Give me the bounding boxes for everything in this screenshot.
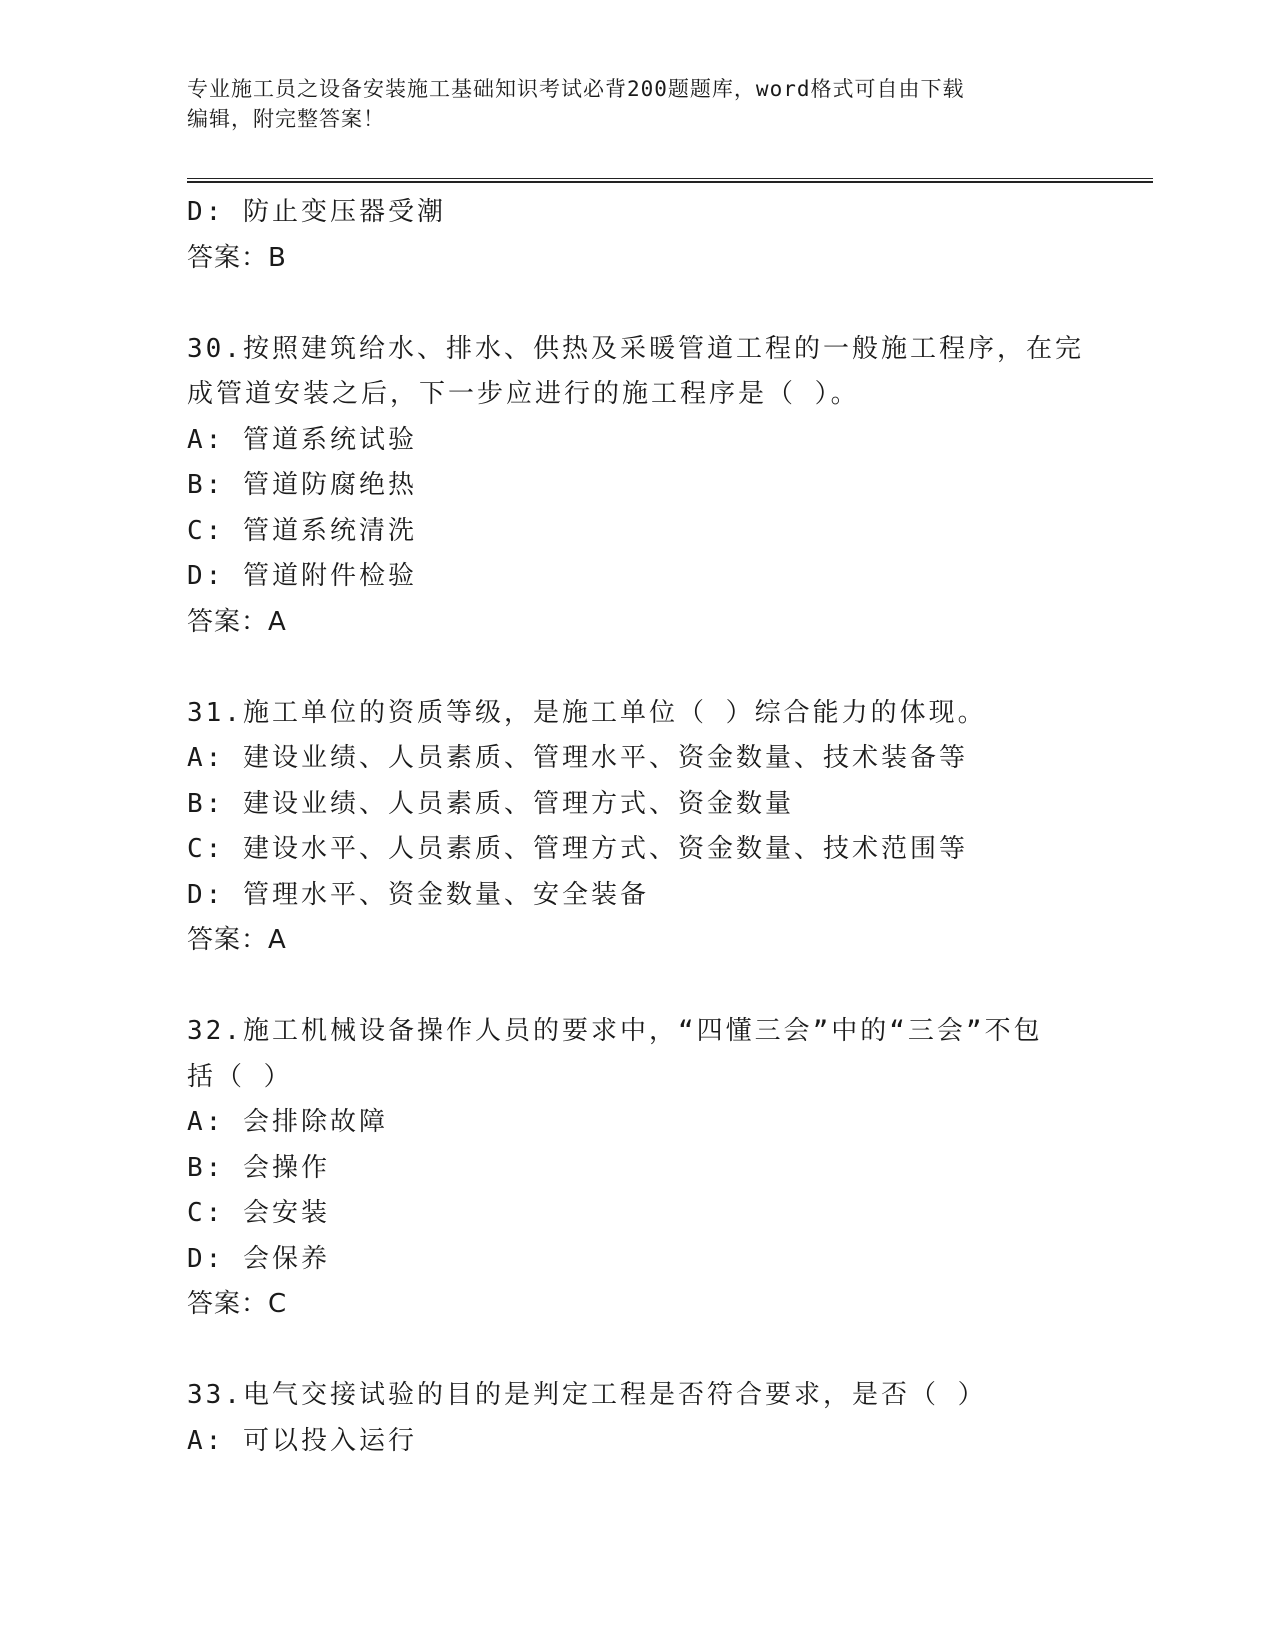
question-stem: 括（ ） <box>187 1061 293 1092</box>
question-29-tail <box>187 190 1087 281</box>
question-30 <box>187 327 1087 646</box>
header-line-2: 编辑，附完整答案！ <box>187 107 385 131</box>
question-31 <box>187 691 1087 964</box>
option-c: C: 管道系统清洗 <box>187 515 417 546</box>
spacer <box>187 964 1087 1010</box>
spacer <box>187 281 1087 327</box>
question-stem: 30.按照建筑给水、排水、供热及采暖管道工程的一般施工程序，在完 <box>187 333 1084 364</box>
option-b: B: 管道防腐绝热 <box>187 470 417 500</box>
answer: 答案：A <box>187 925 287 955</box>
option-c: C: 会安装 <box>187 1198 330 1228</box>
option-d: D: 管道附件检验 <box>187 561 417 591</box>
question-stem: 31.施工单位的资质等级，是施工单位（ ）综合能力的体现。 <box>187 697 987 728</box>
option-d: D: 管理水平、资金数量、安全装备 <box>187 879 649 910</box>
answer: 答案：B <box>187 242 287 273</box>
header-line-1: 专业施工员之设备安装施工基础知识考试必背200题题库，word格式可自由下载 <box>187 77 965 101</box>
question-stem: 33.电气交接试验的目的是判定工程是否符合要求，是否（ ） <box>187 1380 987 1410</box>
option-b: B: 建设业绩、人员素质、管理方式、资金数量 <box>187 788 794 819</box>
header-divider <box>187 178 1153 183</box>
option-a: A: 管道系统试验 <box>187 424 417 455</box>
spacer <box>187 645 1087 691</box>
option-b: B: 会操作 <box>187 1152 330 1183</box>
option-a: A: 建设业绩、人员素质、管理水平、资金数量、技术装备等 <box>187 743 968 773</box>
option-a: A: 会排除故障 <box>187 1107 388 1137</box>
question-stem: 32.施工机械设备操作人员的要求中，“四懂三会”中的“三会”不包 <box>187 1016 1043 1046</box>
document-body <box>187 190 1087 1464</box>
option-c: C: 建设水平、人员素质、管理方式、资金数量、技术范围等 <box>187 834 968 864</box>
page-header <box>187 74 1087 134</box>
question-stem: 成管道安装之后，下一步应进行的施工程序是（ ）。 <box>187 379 860 409</box>
answer: 答案：C <box>187 1289 288 1319</box>
question-33 <box>187 1373 1087 1464</box>
option-d: D: 防止变压器受潮 <box>187 197 446 227</box>
spacer <box>187 1328 1087 1374</box>
question-32 <box>187 1009 1087 1328</box>
option-a: A: 可以投入运行 <box>187 1425 417 1456</box>
option-d: D: 会保养 <box>187 1243 330 1274</box>
answer: 答案：A <box>187 606 287 637</box>
